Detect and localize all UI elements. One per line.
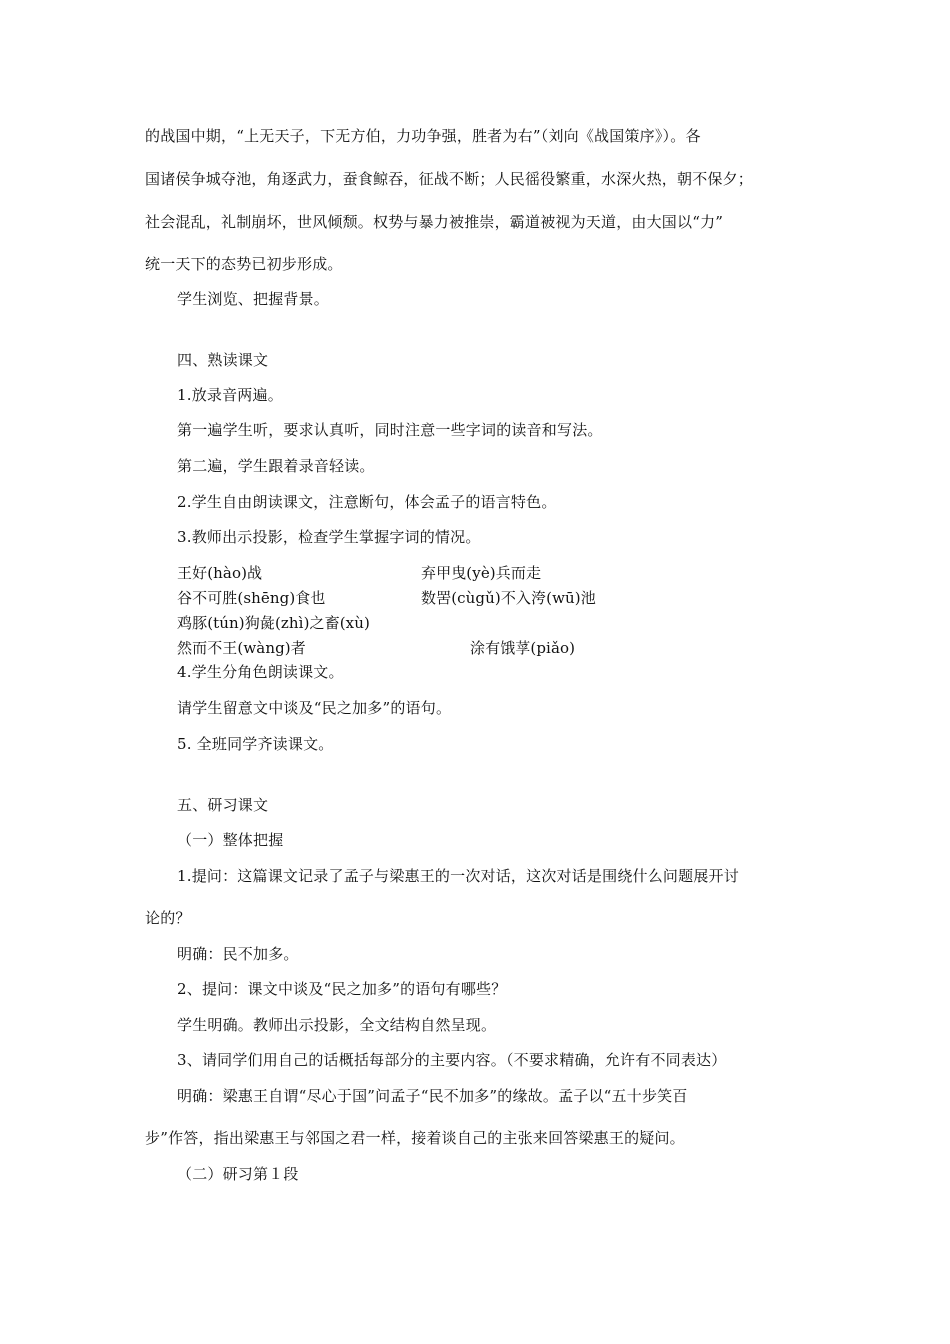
subsection-2: （二）研习第１段 bbox=[177, 1165, 299, 1183]
vocab-item: 涂有饿莩(piǎo) bbox=[470, 639, 576, 657]
question-1-line-2: 论的？ bbox=[145, 909, 191, 927]
step-1: 1.放录音两遍。 bbox=[177, 386, 283, 404]
question-2: 2、提问：课文中谈及“民之加多”的语句有哪些？ bbox=[177, 980, 507, 998]
answer-2: 学生明确。教师出示投影，全文结构自然呈现。 bbox=[177, 1016, 497, 1034]
background-line-3: 社会混乱，礼制崩坏，世风倾颓。权势与暴力被推崇，霸道被视为天道，由大国以“力” bbox=[145, 213, 724, 231]
answer-1: 明确：民不加多。 bbox=[177, 945, 299, 963]
vocab-item: 然而不王(wàng)者 bbox=[177, 639, 306, 657]
vocab-item: 王好(hào)战 bbox=[177, 564, 263, 582]
vocab-item: 数罟(cùgǔ)不入洿(wū)池 bbox=[421, 589, 596, 607]
step-3: 3.教师出示投影，检查学生掌握字词的情况。 bbox=[177, 528, 481, 546]
step-1-second-pass: 第二遍，学生跟着录音轻读。 bbox=[177, 457, 375, 475]
answer-3-line-2: 步”作答，指出梁惠王与邻国之君一样，接着谈自己的主张来回答梁惠王的疑问。 bbox=[145, 1129, 685, 1147]
background-line-4: 统一天下的态势已初步形成。 bbox=[145, 255, 343, 273]
question-3: 3、请同学们用自己的话概括每部分的主要内容。（不要求精确，允许有不同表达） bbox=[177, 1051, 727, 1069]
vocab-item: 谷不可胜(shēng)食也 bbox=[177, 589, 326, 607]
background-line-2: 国诸侯争城夺池，角逐武力，蚕食鲸吞，征战不断；人民徭役繁重，水深火热，朝不保夕； bbox=[145, 170, 754, 188]
subsection-1: （一）整体把握 bbox=[177, 831, 284, 849]
step-1-first-pass: 第一遍学生听，要求认真听，同时注意一些字词的读音和写法。 bbox=[177, 421, 603, 439]
vocab-item: 弃甲曳(yè)兵而走 bbox=[421, 564, 542, 582]
section-heading-5: 五、研习课文 bbox=[177, 796, 269, 814]
answer-3-line-1: 明确：梁惠王自谓“尽心于国”问孟子“民不加多”的缘故。孟子以“五十步笑百 bbox=[177, 1087, 688, 1105]
student-action: 学生浏览、把握背景。 bbox=[177, 290, 330, 308]
vocab-item: 鸡豚(tún)狗彘(zhì)之畜(xù) bbox=[177, 614, 370, 632]
step-4-note: 请学生留意文中谈及“民之加多”的语句。 bbox=[177, 699, 452, 717]
section-heading-4: 四、熟读课文 bbox=[177, 351, 269, 369]
background-line-1: 的战国中期，“上无天子，下无方伯，力功争强，胜者为右”（刘向《战国策序》）。各 bbox=[145, 127, 701, 145]
question-1-line-1: 1.提问：这篇课文记录了孟子与梁惠王的一次对话，这次对话是围绕什么问题展开讨 bbox=[177, 867, 739, 885]
step-5: 5. 全班同学齐读课文。 bbox=[177, 735, 334, 753]
step-4: 4.学生分角色朗读课文。 bbox=[177, 663, 344, 681]
step-2: 2.学生自由朗读课文，注意断句，体会孟子的语言特色。 bbox=[177, 493, 557, 511]
